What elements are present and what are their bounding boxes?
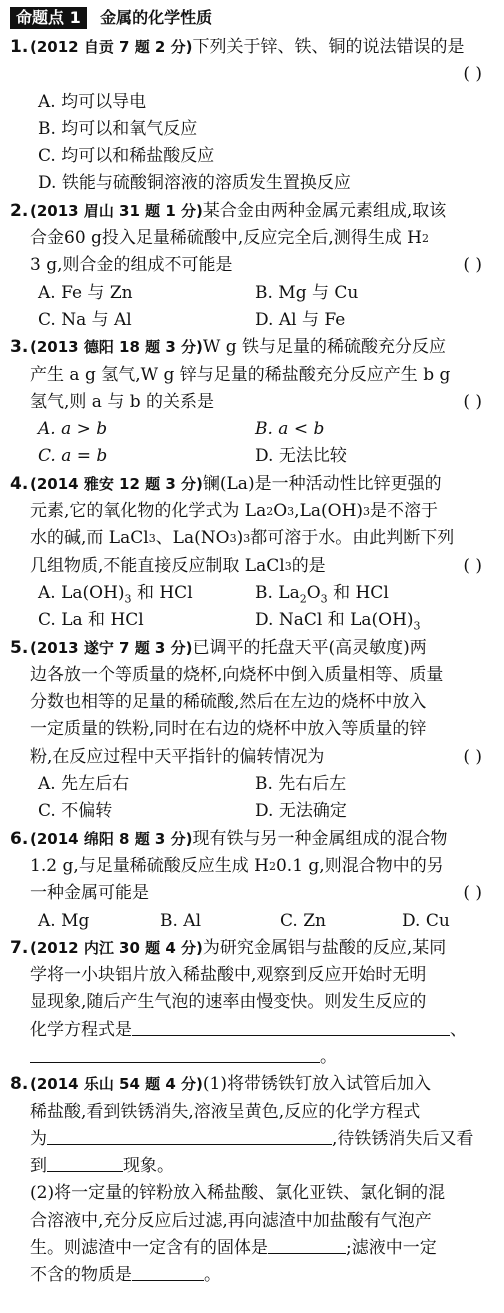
option-b: B. 先右后左 [255,774,347,795]
question-number: 4. [10,473,29,494]
question-stem: (2014 乐山 54 题 4 分)(1)将带锈铁钉放入试管后加入 [30,1074,431,1095]
question-stem: (2014 雅安 12 题 3 分)镧(La)是一种活动性比锌更强的 [30,473,442,494]
stem-line: 3 g,则合金的组成不可能是 ( ) [10,252,494,279]
stem-line: 分数也相等的足量的稀硫酸,然后在左边的烧杯中放入 [30,692,427,713]
option-b: B. a < b [255,419,325,440]
stem-line: 为 ,待铁锈消失后又看 [10,1126,494,1153]
option-a: A. Fe 与 Zn [38,282,133,303]
answer-bracket: ( ) [463,746,482,767]
stem-line: (2)将一定量的锌粉放入稀盐酸、氯化亚铁、氯化铜的混 [30,1183,446,1204]
stem-line: 到 现象。 [10,1153,494,1180]
answer-blank[interactable] [30,1044,320,1063]
question-number: 7. [10,937,29,958]
option-c: C. Zn [280,910,326,931]
question-number: 1. [10,37,29,57]
section-header [10,6,494,30]
option-d: D. Al 与 Fe [255,309,346,330]
option-d: D. NaCl 和 $La(OH)_3$ [255,610,421,633]
section-title: 金属的化学性质 [100,8,213,27]
question-stem: (2013 德阳 18 题 3 分)W g 铁与足量的稀硫酸充分反应 [30,337,447,358]
question-stem: (2014 绵阳 8 题 3 分)现有铁与另一种金属组成的混合物 [30,828,448,849]
stem-line: 水的碱,而 LaCl 3 、La(NO 3 ) 3 都可溶于水。由此判断下列 [30,528,455,549]
stem-line: 一定质量的铁粉,同时在右边的烧杯中放入等质量的锌 [30,719,427,740]
option-d: D. 铁能与硫酸铜溶液的溶质发生置换反应 [38,173,351,194]
stem-line: 学将一小块铝片放入稀盐酸中,观察到反应开始时无明 [30,965,427,986]
question-3 [10,334,494,470]
question-source: (2013 德阳 18 题 3 分) [30,338,203,357]
option-d: D. Cu [402,910,450,931]
option-d: D. 无法确定 [255,801,347,822]
option-a: A. Mg [38,910,90,931]
option-c: C. 均可以和稀盐酸反应 [38,146,215,167]
option-c: C. 不偏转 [38,801,113,822]
stem-line: 合溶液中,充分反应后过滤,再向滤渣中加盐酸有气泡产 [30,1210,432,1231]
question-5 [10,635,494,826]
question-1 [10,34,494,198]
question-number: 5. [10,637,29,658]
stem-line: 合金60 g投入足量稀硫酸中,反应完全后,测得生成 H 2 [30,228,429,249]
section-tag: 命题点 1 [10,7,87,29]
answer-bracket: ( ) [463,391,482,412]
option-c: C. a = b [38,446,108,467]
question-source: (2012 自贡 7 题 2 分) [30,38,193,56]
answer-blank[interactable] [132,1017,450,1036]
question-stem: (2013 遂宁 7 题 3 分)已调平的托盘天平(高灵敏度)两 [30,637,427,658]
question-number: 3. [10,337,29,358]
question-number: 6. [10,828,29,849]
option-b: B. Mg 与 Cu [255,282,359,303]
stem-line: 生。则滤渣中一定含有的固体是 ;滤液中一定 [10,1235,494,1262]
stem-line: 一种金属可能是 ( ) [10,880,494,907]
answer-bracket: ( ) [463,883,482,904]
answer-blank[interactable] [47,1126,332,1145]
question-source: (2012 内江 30 题 4 分) [30,938,203,957]
question-2 [10,198,494,334]
stem-line: 几组物质,不能直接反应制取 LaCl 3 的是 ( ) [10,553,494,580]
stem-line: 氢气,则 a 与 b 的关系是 ( ) [10,389,494,416]
option-a: A. a > b [38,419,108,440]
question-stem: (2013 眉山 31 题 1 分)某合金由两种金属元素组成,取该 [30,200,447,221]
answer-bracket: ( ) [463,555,482,576]
stem-line: 粉,在反应过程中天平指针的偏转情况为 ( ) [10,744,494,771]
stem-line: 。 [10,1044,494,1071]
option-d: D. 无法比较 [255,446,347,467]
stem-line: 元素,它的氧化物的化学式为 La 2 O 3 ,La(OH) 3 是不溶于 [30,501,439,522]
question-number: 8. [10,1074,29,1095]
question-source: (2013 眉山 31 题 1 分) [30,201,203,220]
stem-line: 产生 a g 氢气,W g 锌与足量的稀盐酸充分反应产生 b g [30,364,451,385]
stem-line: 稀盐酸,看到铁锈消失,溶液呈黄色,反应的化学方程式 [30,1101,421,1122]
question-stem: (2012 内江 30 题 4 分)为研究金属铝与盐酸的反应,某同 [30,937,447,958]
option-a: A. 先左后右 [38,774,130,795]
question-7 [10,935,494,1071]
option-c: C. La 和 HCl [38,610,144,631]
option-b: B. 均可以和氧气反应 [38,118,198,139]
question-number: 2. [10,200,29,221]
stem-line: 1.2 g,与足量稀硫酸反应生成 H 2 0.1 g,则混合物中的另 [30,855,444,876]
question-source: (2013 遂宁 7 题 3 分) [30,638,193,657]
option-b: B. Al [160,910,202,931]
stem-line: 显现象,随后产生气泡的速率由慢变快。则发生反应的 [30,992,427,1013]
question-source: (2014 绵阳 8 题 3 分) [30,829,193,848]
stem-line: 不含的物质是 。 [10,1262,494,1289]
option-b: B. $La_2O_3$ 和 HCl [255,582,389,606]
option-a: A. 均可以导电 [38,91,147,112]
answer-bracket: ( ) [463,64,482,85]
question-4 [10,471,494,635]
question-6 [10,826,494,935]
question-stem: (2012 自贡 7 题 2 分)下列关于锌、铁、铜的说法错误的是 [30,37,465,57]
stem-line: 边各放一个等质量的烧杯,向烧杯中倒入质量相等、质量 [30,664,444,685]
question-source: (2014 雅安 12 题 3 分) [30,474,203,493]
option-a: A. $La(OH)_3$ 和 HCl [38,582,193,606]
question-8 [10,1071,494,1289]
answer-blank[interactable] [268,1235,346,1254]
option-c: C. Na 与 Al [38,309,132,330]
question-source: (2014 乐山 54 题 4 分) [30,1075,203,1094]
answer-blank[interactable] [47,1153,123,1172]
answer-bracket: ( ) [463,255,482,276]
stem-line: 化学方程式是 、 [10,1017,494,1044]
answer-blank[interactable] [132,1262,204,1281]
